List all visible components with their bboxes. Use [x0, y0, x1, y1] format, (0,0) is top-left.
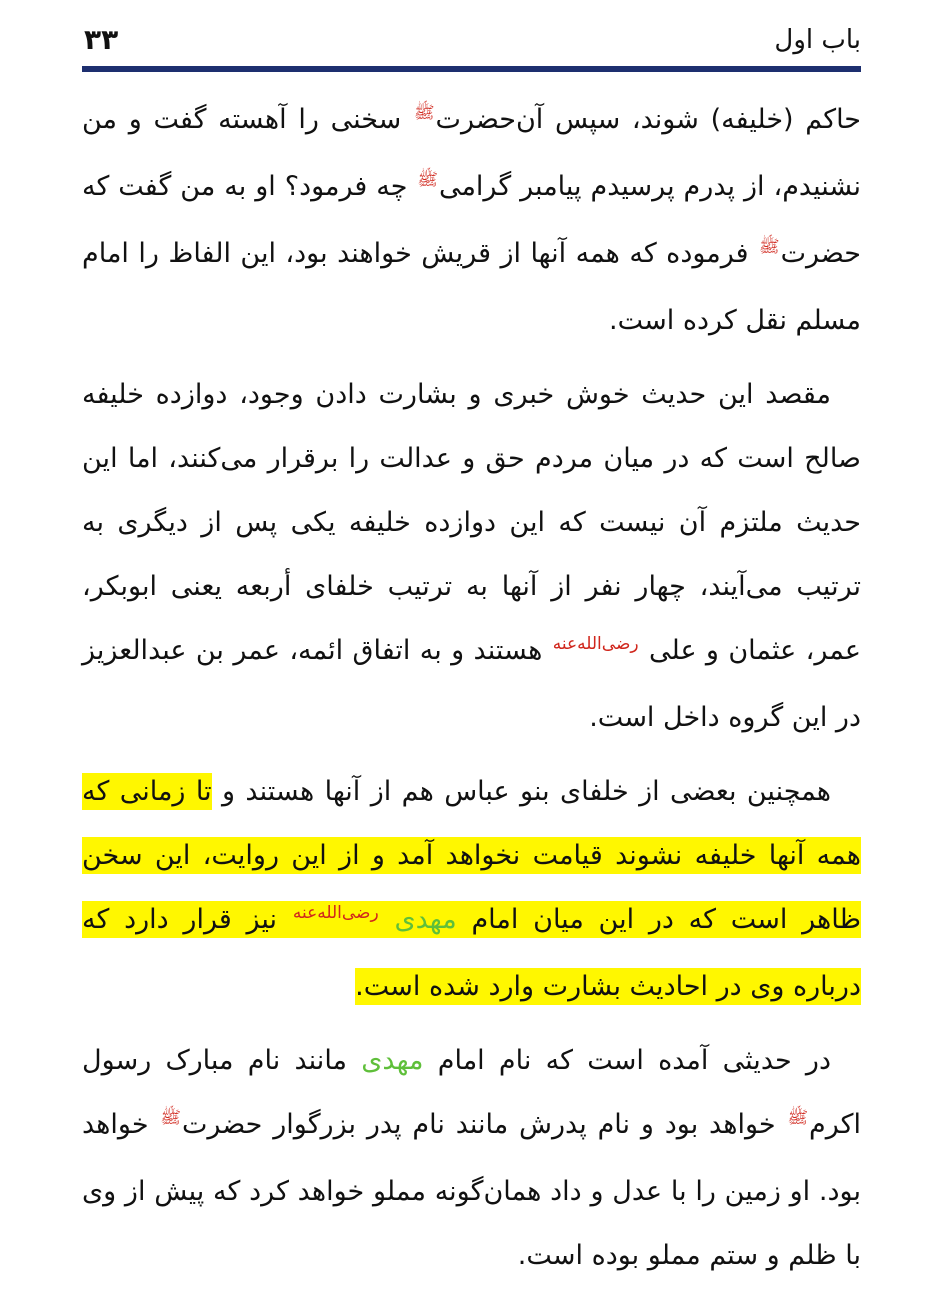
highlighted-text — [82, 773, 861, 1005]
honorific-symbol: ﷺ — [787, 1108, 809, 1128]
text-run: حاکم (خلیفه) شوند، سپس آن‌حضرت — [435, 104, 861, 135]
text-run: مقصد این حدیث خوش خبری و بشارت دادن وجود، دوازده خلیفه صالح است که در میان مردم حق و عدالت را برقرار می‌کنند، اما این حدیث ملتزم آن نیست که این دوازده خلیفه یکی پس از دیگری به ترتیب می‌آیند، چهار نفر از آنها به ترتیب خلفای أربعه یعنی ابوبکر، عمر، عثمان و علی — [82, 379, 861, 666]
paragraph-1 — [82, 88, 861, 353]
text-run: خواهد بود و نام پدرش مانند نام پدر بزرگوار حضرت — [181, 1109, 776, 1140]
text-run: خواهد بود. او زمین را با عدل و داد همان‌گونه مملو خواهد کرد که پیش از وی با ظلم و ستم مملو بوده است. — [82, 1109, 861, 1271]
mahdi-name: مهدی — [394, 904, 457, 935]
page-body — [82, 88, 861, 1298]
header-rule — [82, 66, 861, 72]
paragraph-4 — [82, 1029, 861, 1288]
honorific-symbol: ﷺ — [759, 237, 780, 257]
honorific-symbol: رضی‌الله‌عنه — [552, 634, 639, 654]
honorific-symbol: رضی‌الله‌عنه — [292, 903, 379, 923]
text-run: فرموده که همه آنها از قریش خواهند بود، این الفاظ را امام مسلم نقل کرده است. — [82, 238, 861, 336]
text-run: تا زمانی که همه آنها خلیفه نشوند قیامت نخواهد آمد و از این روایت، این سخن ظاهر است که در این میان امام — [82, 776, 861, 935]
text-run: هستند و به اتفاق ائمه، عمر بن عبدالعزیز در این گروه داخل است. — [82, 635, 861, 733]
text-run: مانند نام مبارک رسول اکرم — [82, 1045, 861, 1140]
honorific-symbol: ﷺ — [417, 170, 438, 190]
chapter-title: باب اول — [774, 25, 861, 55]
page-number: ۳۳ — [84, 23, 119, 56]
paragraph-2 — [82, 363, 861, 750]
text-run: نیز قرار دارد که درباره وی در احادیث بشارت وارد شده است. — [82, 904, 861, 1002]
honorific-symbol: ﷺ — [160, 1108, 181, 1128]
honorific-symbol: ﷺ — [414, 103, 435, 123]
mahdi-name: مهدی — [361, 1045, 424, 1076]
page-header — [82, 18, 861, 62]
text-run: همچنین بعضی از خلفای بنو عباس هم از آنها هستند و — [222, 776, 831, 807]
text-run: سخنی را آهسته گفت و من نشنیدم، از پدرم پرسیدم پیامبر گرامی — [82, 104, 861, 202]
text-run: در حدیثی آمده است که نام امام — [437, 1045, 831, 1076]
paragraph-3 — [82, 760, 861, 1019]
text-run: چه فرمود؟ او به من گفت که حضرت — [82, 171, 861, 269]
